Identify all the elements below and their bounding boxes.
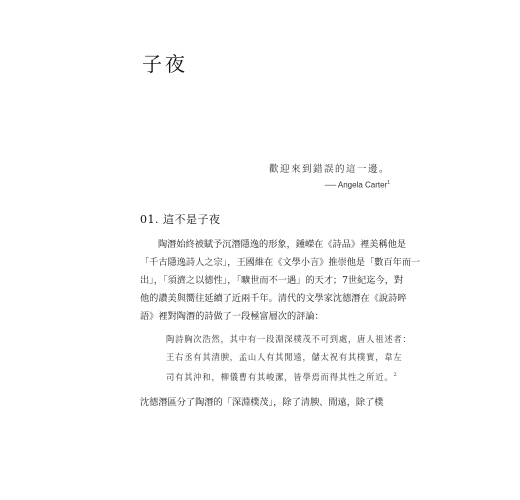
epigraph-attribution bbox=[269, 180, 390, 190]
block-quote bbox=[166, 330, 412, 386]
paragraph-line: 沈德潛區分了陶潛的「深淵樸茂」，除了清腴、閒遠，除了樸 bbox=[140, 397, 384, 408]
footnote-marker: 2 bbox=[393, 372, 398, 378]
epigraph bbox=[269, 161, 390, 190]
paragraph-line: 陶潛始終被賦予沉潛隱逸的形象，鍾嶸在《詩品》裡美稱他是 bbox=[158, 239, 407, 250]
paragraph-line: 語》裡對陶潛的詩做了一段極富層次的評論： bbox=[140, 311, 324, 322]
body-paragraph-1 bbox=[140, 236, 421, 326]
epigraph-author: ── Angela Carter bbox=[324, 180, 388, 190]
paragraph-line: 「千古隱逸詩人之宗」，王國維在《文學小言》推崇他是「數百年而一 bbox=[140, 257, 421, 268]
epigraph-quote: 歡迎來到錯誤的這一邊。 bbox=[268, 164, 390, 175]
quote-line: 王右丞有其清腴，孟山人有其閒遠，儲太祝有其樸實，韋左 bbox=[166, 352, 403, 362]
paragraph-line: 他的讚美與嚮往延續了近兩千年。清代的文學家沈德潛在《說詩晬 bbox=[140, 293, 407, 304]
chapter-title: 子夜 bbox=[142, 52, 188, 76]
footnote-marker: 1 bbox=[387, 180, 390, 186]
section-heading: 01. 這不是子夜 bbox=[140, 213, 221, 226]
paragraph-line: 出」，「須濟之以德性」，「曠世而不一遇」的天才；7世紀迄今，對 bbox=[140, 275, 404, 286]
quote-line bbox=[166, 366, 412, 386]
quote-line: 陶詩胸次浩然，其中有一段淵深樸茂不可到處，唐人祖述者： bbox=[166, 334, 412, 344]
quote-line-text: 司有其沖和，柳儀曹有其峻潔，皆學焉而得其性之所近。 bbox=[166, 371, 394, 382]
body-paragraph-2 bbox=[140, 394, 388, 412]
